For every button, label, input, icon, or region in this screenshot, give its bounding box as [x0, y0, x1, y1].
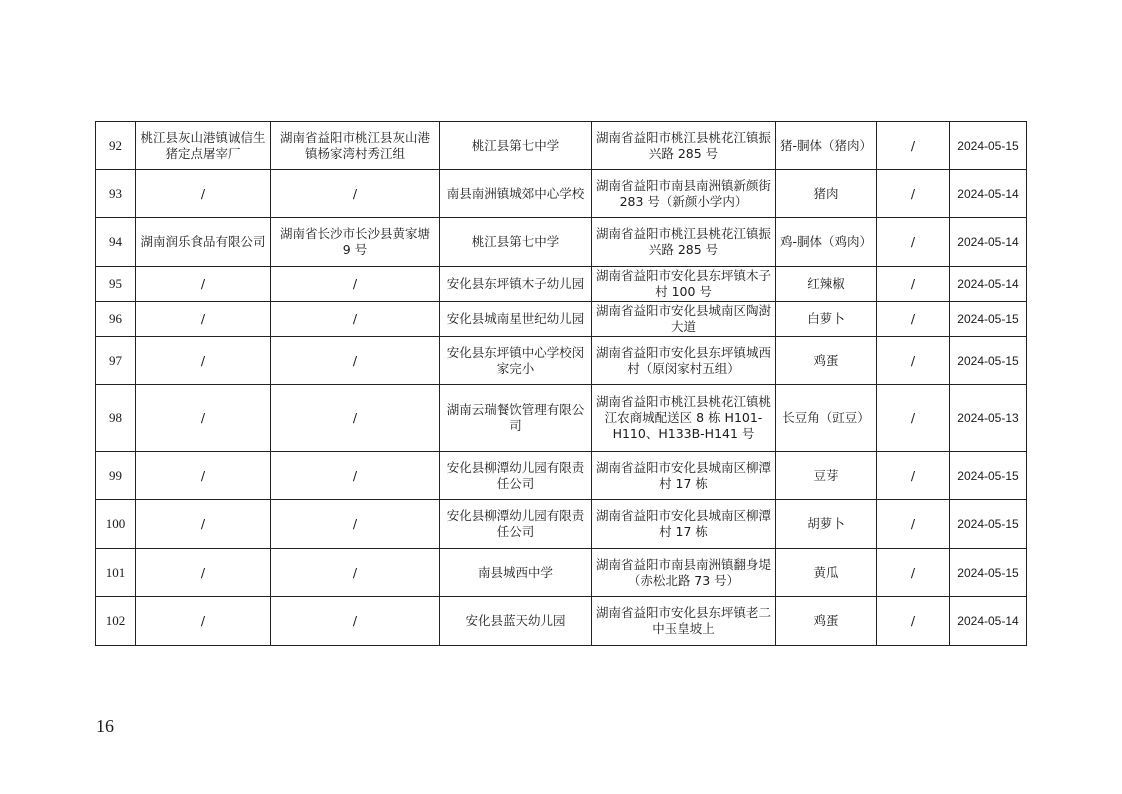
row-number-cell: 95 [96, 267, 136, 302]
sample-name-cell: 红辣椒 [776, 267, 877, 302]
row-number-cell: 93 [96, 170, 136, 218]
sample-name-cell: 胡萝卜 [776, 500, 877, 549]
sample-name-cell: 鸡蛋 [776, 597, 877, 646]
table-row [96, 267, 1027, 302]
producer-address-cell: / [271, 267, 440, 302]
sampled-unit-address-cell: 湖南省益阳市安化县东坪镇城西村（原闵家村五组） [592, 337, 776, 385]
producer-address-cell: 湖南省长沙市长沙县黄家塘 9 号 [271, 218, 440, 267]
sampling-results-table [95, 121, 1027, 646]
specification-cell: / [877, 218, 950, 267]
sampled-unit-name-cell: 安化县城南星世纪幼儿园 [440, 302, 592, 337]
row-number-cell: 94 [96, 218, 136, 267]
producer-address-cell: / [271, 385, 440, 452]
sampled-unit-address-cell: 湖南省益阳市南县南洲镇翻身堤（赤松北路 73 号） [592, 549, 776, 597]
producer-name-cell: / [136, 267, 271, 302]
production-date-cell: 2024-05-15 [950, 500, 1027, 549]
table-row [96, 597, 1027, 646]
specification-cell: / [877, 452, 950, 500]
producer-address-cell: / [271, 452, 440, 500]
table-row [96, 170, 1027, 218]
production-date-cell: 2024-05-15 [950, 122, 1027, 170]
sampled-unit-name-cell: 安化县柳潭幼儿园有限责任公司 [440, 452, 592, 500]
production-date-cell: 2024-05-14 [950, 597, 1027, 646]
page-number: 16 [96, 716, 114, 736]
sampled-unit-name-cell: 桃江县第七中学 [440, 218, 592, 267]
specification-cell: / [877, 385, 950, 452]
producer-address-cell: 湖南省益阳市桃江县灰山港镇杨家湾村秀江组 [271, 122, 440, 170]
specification-cell: / [877, 500, 950, 549]
row-number-cell: 92 [96, 122, 136, 170]
row-number-cell: 97 [96, 337, 136, 385]
production-date-cell: 2024-05-15 [950, 337, 1027, 385]
producer-name-cell: / [136, 597, 271, 646]
sampled-unit-name-cell: 南县南洲镇城郊中心学校 [440, 170, 592, 218]
specification-cell: / [877, 597, 950, 646]
sampled-unit-name-cell: 湖南云瑞餐饮管理有限公司 [440, 385, 592, 452]
row-number-cell: 100 [96, 500, 136, 549]
specification-cell: / [877, 170, 950, 218]
producer-address-cell: / [271, 170, 440, 218]
sampled-unit-address-cell: 湖南省益阳市桃江县桃花江镇桃江农商城配送区 8 栋 H101-H110、H133B-H141 号 [592, 385, 776, 452]
producer-name-cell: / [136, 549, 271, 597]
sampled-unit-address-cell: 湖南省益阳市桃江县桃花江镇振兴路 285 号 [592, 218, 776, 267]
specification-cell: / [877, 549, 950, 597]
sampled-unit-address-cell: 湖南省益阳市安化县东坪镇老二中玉皇坡上 [592, 597, 776, 646]
table-row [96, 549, 1027, 597]
producer-name-cell: / [136, 337, 271, 385]
sample-name-cell: 鸡蛋 [776, 337, 877, 385]
table-row [96, 302, 1027, 337]
row-number-cell: 102 [96, 597, 136, 646]
producer-name-cell: / [136, 385, 271, 452]
sampled-unit-name-cell: 安化县东坪镇中心学校闵家完小 [440, 337, 592, 385]
production-date-cell: 2024-05-15 [950, 302, 1027, 337]
row-number-cell: 98 [96, 385, 136, 452]
table-row [96, 500, 1027, 549]
sampled-unit-address-cell: 湖南省益阳市安化县城南区柳潭村 17 栋 [592, 452, 776, 500]
sample-name-cell: 黄瓜 [776, 549, 877, 597]
production-date-cell: 2024-05-14 [950, 267, 1027, 302]
sampled-unit-name-cell: 南县城西中学 [440, 549, 592, 597]
producer-address-cell: / [271, 302, 440, 337]
producer-name-cell: / [136, 170, 271, 218]
production-date-cell: 2024-05-15 [950, 549, 1027, 597]
sampled-unit-address-cell: 湖南省益阳市安化县城南区陶澍大道 [592, 302, 776, 337]
sample-name-cell: 豆芽 [776, 452, 877, 500]
row-number-cell: 96 [96, 302, 136, 337]
sampled-unit-name-cell: 安化县蓝天幼儿园 [440, 597, 592, 646]
row-number-cell: 101 [96, 549, 136, 597]
specification-cell: / [877, 302, 950, 337]
producer-address-cell: / [271, 337, 440, 385]
producer-address-cell: / [271, 500, 440, 549]
row-number-cell: 99 [96, 452, 136, 500]
table-row [96, 452, 1027, 500]
producer-name-cell: / [136, 452, 271, 500]
sampled-unit-address-cell: 湖南省益阳市南县南洲镇新颜街 283 号（新颜小学内） [592, 170, 776, 218]
table-row [96, 122, 1027, 170]
specification-cell: / [877, 267, 950, 302]
specification-cell: / [877, 122, 950, 170]
producer-name-cell: 桃江县灰山港镇诚信生猪定点屠宰厂 [136, 122, 271, 170]
production-date-cell: 2024-05-15 [950, 452, 1027, 500]
table-row [96, 218, 1027, 267]
producer-name-cell: / [136, 302, 271, 337]
sample-name-cell: 白萝卜 [776, 302, 877, 337]
sample-name-cell: 猪肉 [776, 170, 877, 218]
producer-address-cell: / [271, 549, 440, 597]
sampled-unit-name-cell: 安化县东坪镇木子幼儿园 [440, 267, 592, 302]
sampled-unit-address-cell: 湖南省益阳市安化县东坪镇木子村 100 号 [592, 267, 776, 302]
sampled-unit-name-cell: 安化县柳潭幼儿园有限责任公司 [440, 500, 592, 549]
sampled-unit-address-cell: 湖南省益阳市桃江县桃花江镇振兴路 285 号 [592, 122, 776, 170]
producer-name-cell: / [136, 500, 271, 549]
sampled-unit-address-cell: 湖南省益阳市安化县城南区柳潭村 17 栋 [592, 500, 776, 549]
producer-name-cell: 湖南润乐食品有限公司 [136, 218, 271, 267]
production-date-cell: 2024-05-14 [950, 218, 1027, 267]
table-row [96, 337, 1027, 385]
sample-name-cell: 鸡-胴体（鸡肉） [776, 218, 877, 267]
producer-address-cell: / [271, 597, 440, 646]
table-row [96, 385, 1027, 452]
sample-name-cell: 长豆角（豇豆） [776, 385, 877, 452]
sample-name-cell: 猪-胴体（猪肉） [776, 122, 877, 170]
production-date-cell: 2024-05-14 [950, 170, 1027, 218]
specification-cell: / [877, 337, 950, 385]
sampled-unit-name-cell: 桃江县第七中学 [440, 122, 592, 170]
production-date-cell: 2024-05-13 [950, 385, 1027, 452]
